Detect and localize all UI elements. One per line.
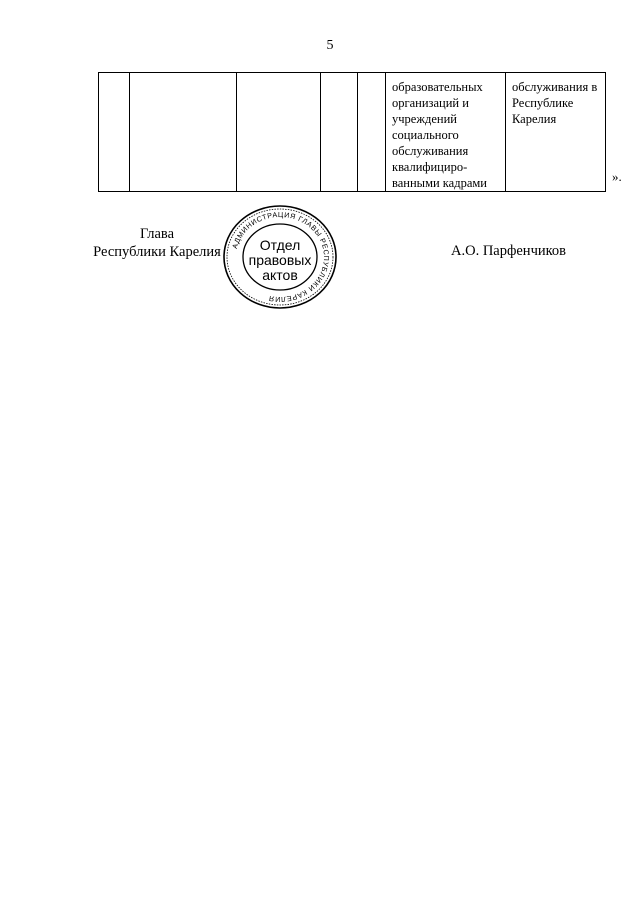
closing-quote: ».: [612, 169, 622, 184]
table-cell: [321, 73, 358, 192]
continuation-table: [98, 72, 606, 192]
table-cell: образовательных организаций и учреждений социального обслуживания квалифициро-ванными кадрами: [386, 73, 506, 192]
signatory-title: [92, 225, 222, 261]
table-cell: [358, 73, 386, 192]
page-number: 5: [326, 38, 334, 53]
table-cell: [237, 73, 321, 192]
seal-ring-text: АДМИНИСТРАЦИЯ ГЛАВЫ РЕСПУБЛИКИ КАРЕЛИЯ: [230, 209, 332, 305]
signatory-title-line: Республики Карелия: [93, 244, 221, 260]
table-cell: [130, 73, 237, 192]
table-row: [99, 73, 606, 192]
table-cell: [99, 73, 130, 192]
seal-center-text: актов: [262, 267, 298, 283]
seal-center-text: Отдел: [259, 237, 301, 253]
official-seal: [220, 203, 340, 311]
table-cell: обслуживания в Республике Карелия: [506, 73, 606, 192]
signatory-name: А.О. Парфенчиков: [451, 243, 567, 259]
seal-center-text: правовых: [248, 252, 312, 268]
signatory-title-line: Глава: [139, 226, 175, 242]
